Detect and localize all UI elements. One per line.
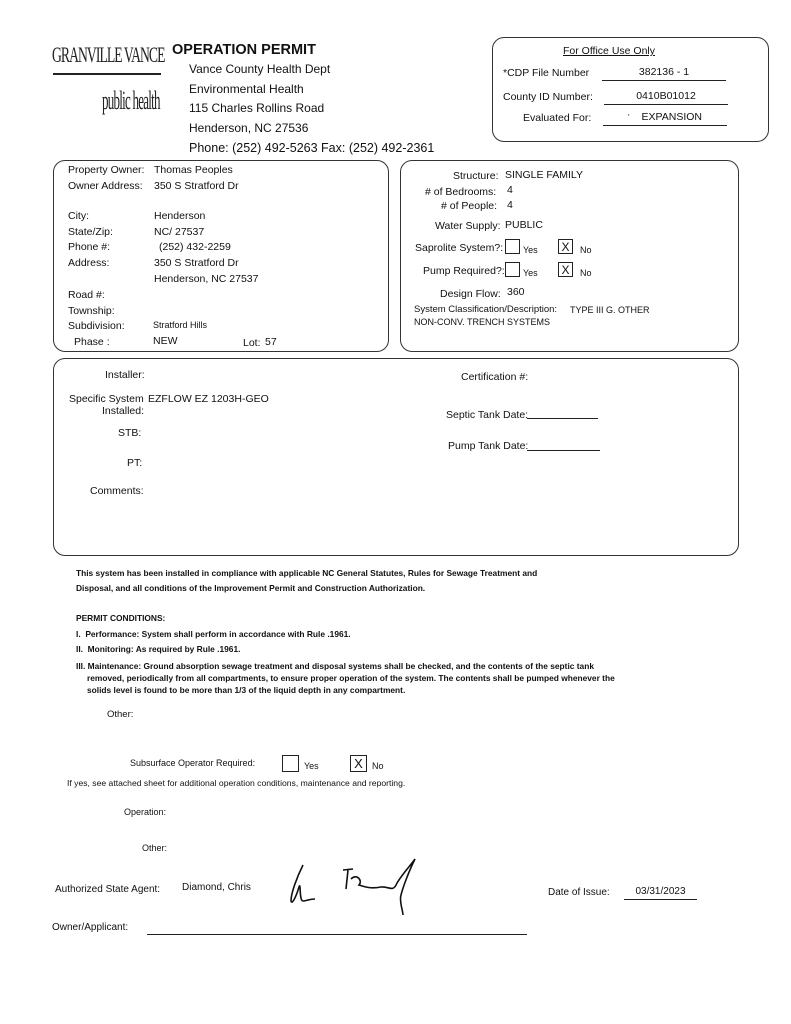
office-city: Henderson, NC 27536 [189,121,309,135]
condition-2-num: II. [76,644,83,654]
people-value: 4 [507,199,513,211]
saprolite-yes-label: Yes [523,245,538,255]
operator-no-checkbox[interactable]: X [350,755,367,772]
classification-label: System Classification/Description: [414,304,558,315]
subdivision-label: Subdivision: [68,320,125,332]
structure-label: Structure: [453,170,499,182]
evaluated-for-mark: ' [627,113,630,122]
saprolite-no-label: No [580,245,592,255]
people-label: # of People: [441,200,498,212]
logo-granville-vance: GRANVILLE VANCE [52,42,165,67]
property-owner-value: Thomas Peoples [154,164,233,176]
agent-label: Authorized State Agent: [55,884,161,895]
compliance-line1: This system has been installed in compliance with applicable NC General Statutes, Rules for Sewage Treatment and [76,568,538,578]
county-id-label: County ID Number: [503,91,593,103]
phase-value: NEW [153,335,178,347]
condition-3-num: III. [76,661,86,671]
road-label: Road #: [68,289,105,301]
address-value-line1: 350 S Stratford Dr [154,257,239,269]
condition-1 [76,627,351,642]
pump-tank-date-field[interactable] [527,450,600,451]
pump-required-no-label: No [580,268,592,278]
address-label: Address: [68,257,110,269]
office-street: 115 Charles Rollins Road [189,101,325,115]
office-phone-fax: Phone: (252) 492-5263 Fax: (252) 492-2361 [189,141,435,155]
agent-signature [285,857,435,917]
saprolite-no-checkbox[interactable]: X [558,239,573,254]
classification-value-line2: NON-CONV. TRENCH SYSTEMS [414,317,551,327]
owner-applicant-signature-field[interactable] [147,934,527,935]
agent-name: Diamond, Chris [182,882,251,893]
water-supply-label: Water Supply: [435,220,501,232]
page-title: OPERATION PERMIT [172,42,316,58]
pump-tank-date-label: Pump Tank Date: [448,440,529,452]
condition-2 [76,642,240,657]
owner-address-label: Owner Address: [68,180,143,192]
saprolite-yes-checkbox[interactable] [505,239,520,254]
evaluated-for-value [603,111,727,126]
septic-tank-date-field[interactable] [527,418,598,419]
permit-other-label: Other: [107,709,134,720]
lot-label: Lot: [243,337,261,349]
township-label: Township: [68,305,115,317]
permit-conditions-heading: PERMIT CONDITIONS: [76,613,166,623]
comments-label: Comments: [90,485,144,497]
operator-other-label: Other: [142,843,168,853]
bedrooms-label: # of Bedrooms: [425,186,497,198]
operation-label: Operation: [124,807,167,817]
specific-system-label-line2: Installed: [102,405,145,417]
pump-required-no-checkbox[interactable]: X [558,262,573,277]
condition-1-text: Performance: System shall perform in accordance with Rule .1961. [85,629,351,639]
pump-required-yes-label: Yes [523,268,538,278]
design-flow-label: Design Flow: [440,288,501,300]
pump-required-yes-checkbox[interactable] [505,262,520,277]
phone-value: (252) 432-2259 [159,241,231,253]
operator-required-label: Subsurface Operator Required: [130,758,256,768]
certification-label: Certification #: [461,371,529,383]
water-supply-value: PUBLIC [505,219,543,231]
condition-3-text: Maintenance: Ground absorption sewage treatment and disposal systems shall be checked, and the contents of the septic tank removed, periodically from all compartments, to ensure proper operation of the system. The contents shall be pumped whenever the solids level is found to be more than 1/3 of the liquid depth in any compartment. [87,661,615,695]
specific-system-value: EZFLOW EZ 1203H-GEO [148,393,269,405]
division-name: Environmental Health [189,82,304,96]
operator-note: If yes, see attached sheet for additional operation conditions, maintenance and reporting. [67,778,406,788]
property-owner-label: Property Owner: [68,164,145,176]
condition-3 [76,660,627,696]
cdp-file-number-label: *CDP File Number [503,67,590,79]
operator-no-label: No [372,761,384,771]
date-of-issue-value: 03/31/2023 [624,886,697,900]
address-value-line2: Henderson, NC 27537 [154,273,259,285]
condition-1-num: I. [76,629,81,639]
operator-yes-label: Yes [304,761,319,771]
owner-address-value: 350 S Stratford Dr [154,180,239,192]
subdivision-value: Stratford Hills [153,320,208,330]
city-label: City: [68,210,89,222]
installer-label: Installer: [105,369,145,381]
compliance-line2: Disposal, and all conditions of the Improvement Permit and Construction Authorization. [76,583,426,593]
evaluated-for-text: EXPANSION [641,111,703,123]
owner-applicant-label: Owner/Applicant: [52,922,129,933]
stb-label: STB: [118,427,142,439]
condition-2-text: Monitoring: As required by Rule .1961. [87,644,241,654]
cdp-file-number-value: 382136 - 1 [602,66,726,81]
installation-panel [53,358,739,556]
specific-system-label-line1: Specific System [69,393,144,405]
operator-yes-checkbox[interactable] [282,755,299,772]
office-use-title: For Office Use Only [563,45,655,57]
saprolite-label: Saprolite System?: [415,242,504,254]
department-name: Vance County Health Dept [189,62,331,76]
logo-public-health: public health [102,86,160,115]
design-flow-value: 360 [507,286,525,298]
phone-label: Phone #: [68,241,111,253]
bedrooms-value: 4 [507,184,513,196]
state-zip-label: State/Zip: [68,226,113,238]
classification-value-line1: TYPE III G. OTHER [570,305,650,315]
city-value: Henderson [154,210,206,222]
septic-tank-date-label: Septic Tank Date: [446,409,529,421]
date-of-issue-label: Date of Issue: [548,887,610,898]
lot-value: 57 [265,336,277,348]
logo-rule [53,73,161,75]
structure-value: SINGLE FAMILY [505,169,583,181]
state-zip-value: NC/ 27537 [154,226,205,238]
county-id-value: 0410B01012 [604,90,728,105]
pump-required-label: Pump Required?: [423,265,505,277]
pt-label: PT: [127,457,143,469]
evaluated-for-label: Evaluated For: [523,112,592,124]
phase-label: Phase : [74,336,110,348]
